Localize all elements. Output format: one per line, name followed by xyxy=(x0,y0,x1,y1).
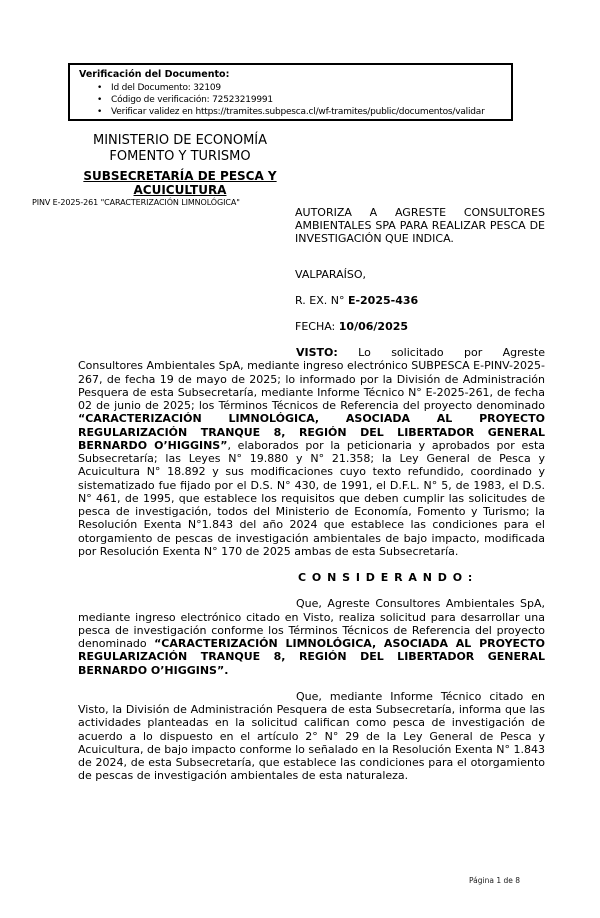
bullet-icon: • xyxy=(97,83,103,93)
ministry-line-1: MINISTERIO DE ECONOMÍA xyxy=(92,133,268,148)
verification-item-url xyxy=(97,106,507,118)
city-line: VALPARAÍSO, xyxy=(295,268,367,281)
verification-box xyxy=(68,63,513,121)
subsecretary-line-1-text: SUBSECRETARÍA DE PESCA Y xyxy=(83,169,277,183)
considerando-1-project-name: “CARACTERIZACIÓN LIMNOLÓGICA, ASOCIADA AL PROYECTO REGULARIZACIÓN TRANQUE 8, REGIÓN DEL LIBERTADOR GENERAL BERNARDO O’HIGGINS”. xyxy=(78,637,545,677)
resolution-label: R. EX. N° xyxy=(295,294,345,307)
verification-item-document-id xyxy=(97,82,507,94)
considerando-heading: C O N S I D E R A N D O : xyxy=(298,571,474,584)
verification-url-text: Verificar validez en https://tramites.subpesca.cl/wf-tramites/public/documentos/validar xyxy=(111,107,485,117)
verification-title: Verificación del Documento: xyxy=(79,69,230,80)
visto-label: VISTO: xyxy=(296,346,338,359)
bullet-icon: • xyxy=(97,95,103,105)
resolution-body xyxy=(78,346,545,783)
visto-paragraph xyxy=(78,346,545,558)
date-label: FECHA: xyxy=(295,320,336,333)
visto-text-2: , elaborados por la peticionaria y aprobados por esta Subsecretaría; las Leyes N° 19.880 y N° 21.358; la Ley General de Pesca y Acuicultura N° 18.892 y sus modificaciones cuyo texto refundido, coordinado y sistematizado fue fijado por el D.S. N° 430, de 1991, el D.F.L. N° 5, de 1983, el D.S. N° 461, de 1995, que establece los requisitos que deben cumplir las solicitudes de pesca de investigación, todos del Ministerio de Economía, Fomento y Turismo; la Resolución Exenta N°1.843 del año 2024 que establece las condiciones para el otorgamiento de pescas de investigación ambientales de bajo impacto, modificada por Resolución Exenta N° 170 de 2025 ambas de esta Subsecretaría. xyxy=(78,438,545,558)
bullet-icon: • xyxy=(97,107,103,117)
verification-item-text: Código de verificación: 72523219991 xyxy=(111,95,273,105)
subsecretary-header xyxy=(40,169,320,197)
resolution-number-line xyxy=(295,294,418,307)
ministry-header xyxy=(40,133,320,165)
subsecretary-line-2 xyxy=(40,183,320,197)
resolution-number: E-2025-436 xyxy=(347,294,419,307)
date-value: 10/06/2025 xyxy=(338,320,409,333)
visto-project-name: “CARACTERIZACIÓN LIMNOLÓGICA, ASOCIADA AL PROYECTO REGULARIZACIÓN TRANQUE 8, REGIÓN DEL LIBERTADOR GENERAL BERNARDO O’HIGGINS” xyxy=(78,412,545,452)
resolution-subject: AUTORIZA A AGRESTE CONSULTORES AMBIENTALES SPA PARA REALIZAR PESCA DE INVESTIGACIÓN QUE INDICA. xyxy=(295,206,545,246)
verification-item-text: Id del Documento: 32109 xyxy=(111,83,221,93)
visto-text-1: Lo solicitado por Agreste Consultores Ambientales SpA, mediante ingreso electrónico SUBPESCA E-PINV-2025-267, de fecha 19 de mayo de 2025; lo informado por la División de Administración Pesquera de esta Subsecretaría, mediante Informe Técnico N° E-2025-261, de fecha 02 de junio de 2025; los Términos Técnicos de Referencia del proyecto denominado xyxy=(78,346,545,412)
project-reference: PINV E-2025-261 "CARACTERIZACIÓN LIMNOLÓGICA" xyxy=(32,198,240,207)
considerando-paragraph-2: Que, mediante Informe Técnico citado en Visto, la División de Administración Pesquera de esta Subsecretaría, informa que las actividades planteadas en la solicitud califican como pesca de investigación de acuerdo a lo dispuesto en el artículo 2° N° 29 de la Ley General de Pesca y Acuicultura, de bajo impacto conforme lo señalado en la Resolución Exenta N° 1.843 de 2024, de esta Subsecretaría, que establece las condiciones para el otorgamiento de pescas de investigación ambientales de esta naturaleza. xyxy=(78,689,545,783)
page-indicator: Página 1 de 8 xyxy=(468,876,520,885)
ministry-line-2: FOMENTO Y TURISMO xyxy=(109,149,251,164)
considerando-paragraph-1 xyxy=(78,597,545,677)
considerando-1-text: Que, Agreste Consultores Ambientales SpA, mediante ingreso electrónico citado en Visto, realiza solicitud para desarrollar una pesca de investigación conforme los Términos Técnicos de Referencia del proyecto denominado xyxy=(78,597,545,650)
subsecretary-line-2-text: ACUICULTURA xyxy=(133,183,227,197)
subsecretary-line-1 xyxy=(40,169,320,183)
verification-list xyxy=(79,82,507,118)
verification-item-code xyxy=(97,94,507,106)
date-line xyxy=(295,320,408,333)
